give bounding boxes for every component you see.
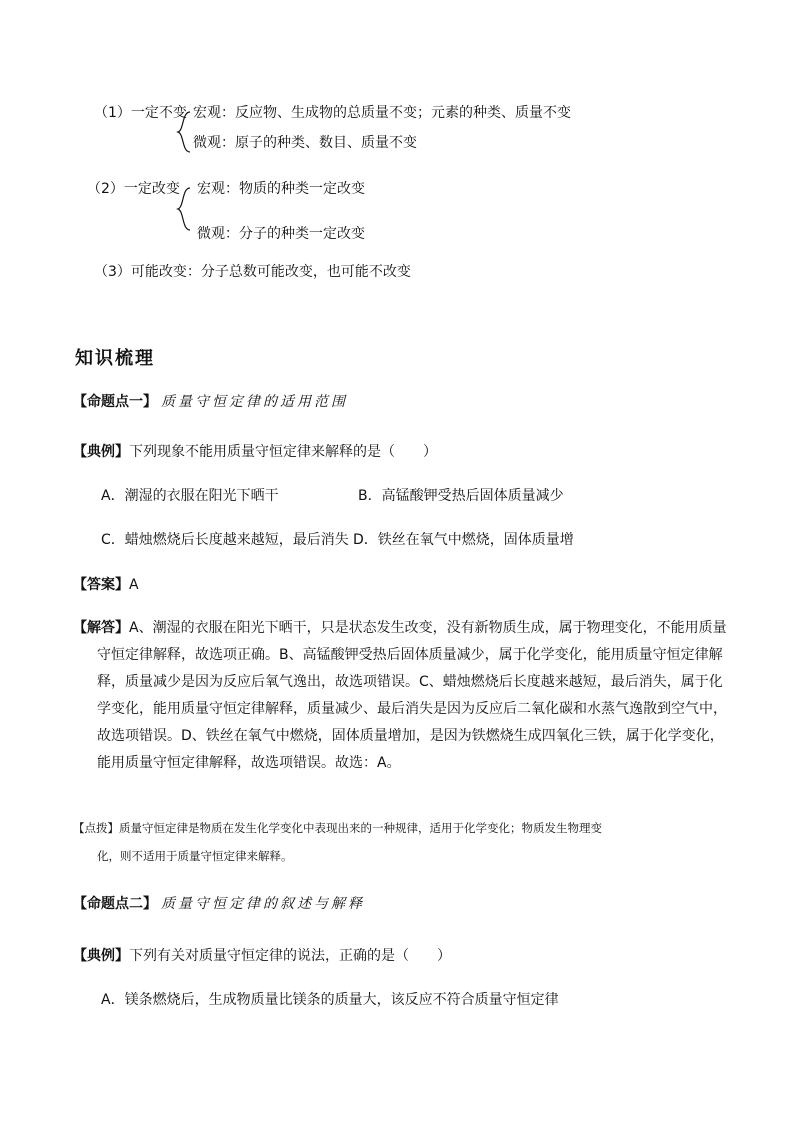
point1-example — [73, 441, 437, 461]
brace-icon — [176, 110, 192, 154]
point2-example — [73, 945, 451, 965]
tip-line: 化，则不适用于质量守恒定律来解释。 — [97, 849, 293, 863]
example-tag: 【典例】 — [73, 948, 129, 964]
point2-heading — [73, 893, 365, 913]
tip — [73, 814, 733, 870]
option-d: D．铁丝在氧气中燃烧，固体质量增 — [353, 532, 574, 548]
item1-micro: 微观：原子的种类、数目、质量不变 — [193, 135, 417, 151]
item2-micro: 微观：分子的种类一定改变 — [197, 226, 365, 242]
point1-title: 质量守恒定律的适用范围 — [161, 394, 348, 410]
analysis — [73, 615, 733, 777]
section-heading: 知识梳理 — [75, 348, 155, 369]
option-a: A．潮湿的衣服在阳光下晒干 — [101, 488, 279, 504]
example-tag: 【典例】 — [73, 444, 129, 460]
item1-label: （1）一定不变 — [94, 105, 187, 121]
analysis-line: 学变化，能用质量守恒定律解释，质量减少、最后消失是因为反应后二氧化碳和水蒸气逸散到空气中， — [97, 701, 727, 717]
item2-macro: 宏观：物质的种类一定改变 — [197, 181, 365, 197]
point1-heading — [73, 391, 348, 411]
answer — [73, 574, 139, 594]
tip-line: 质量守恒定律是物质在发生化学变化中表现出来的一种规律，适用于化学变化；物质发生物理变 — [119, 821, 602, 835]
point2-tag: 【命题点二】 — [73, 896, 157, 912]
analysis-tag: 【解答】 — [73, 620, 129, 636]
item3: （3）可能改变：分子总数可能改变，也可能不改变 — [94, 264, 411, 280]
brace-icon — [176, 186, 192, 232]
analysis-line: A、潮湿的衣服在阳光下晒干，只是状态发生改变，没有新物质生成，属于物理变化，不能用质量 — [129, 620, 727, 636]
analysis-line: 能用质量守恒定律解释，故选项错误。故选：A。 — [97, 755, 401, 771]
analysis-line: 释，质量减少是因为反应后氧气逸出，故选项错误。C、蜡烛燃烧后长度越来越短，最后消失，属于化 — [97, 674, 723, 690]
option-b: B．高锰酸钾受热后固体质量减少 — [358, 488, 564, 504]
analysis-line: 守恒定律解释，故选项正确。B、高锰酸钾受热后固体质量减少，属于化学变化，能用质量守恒定律解 — [97, 647, 723, 663]
tip-tag: 【点拨】 — [73, 821, 119, 835]
analysis-line: 故选项错误。D、铁丝在氧气中燃烧，固体质量增加，是因为铁燃烧生成四氧化三铁，属于化学变化， — [97, 728, 724, 744]
point2-title: 质量守恒定律的叙述与解释 — [161, 896, 365, 912]
example-text: 下列有关对质量守恒定律的说法，正确的是（ ） — [129, 948, 451, 964]
item2-label: （2）一定改变 — [87, 181, 180, 197]
option-c: C．蜡烛燃烧后长度越来越短，最后消失 — [101, 532, 349, 548]
point2-option-a: A．镁条燃烧后，生成物质量比镁条的质量大，该反应不符合质量守恒定律 — [101, 992, 559, 1008]
answer-tag: 【答案】 — [73, 577, 129, 593]
answer-value: A — [129, 577, 139, 593]
point1-tag: 【命题点一】 — [73, 394, 157, 410]
item1-macro: 宏观：反应物、生成物的总质量不变；元素的种类、质量不变 — [193, 105, 571, 121]
example-text: 下列现象不能用质量守恒定律来解释的是（ ） — [129, 444, 437, 460]
